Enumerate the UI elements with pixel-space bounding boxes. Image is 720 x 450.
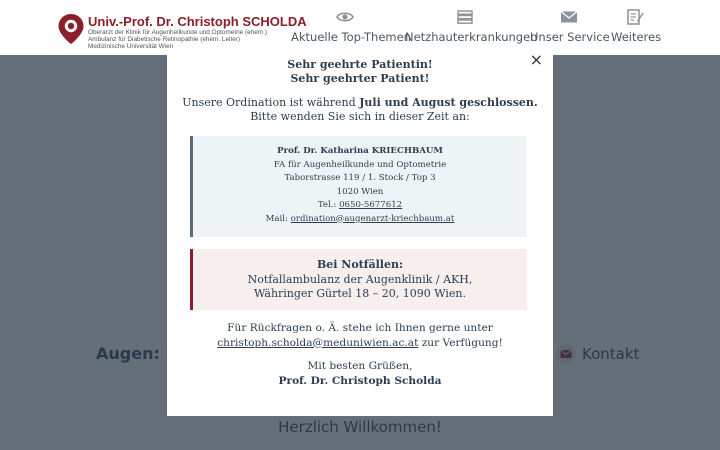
brand-subtitle-line: Medizinische Universität Wien — [88, 43, 174, 50]
nav-label: Netzhauterkrankungen — [405, 30, 538, 44]
eye-icon — [336, 8, 354, 26]
phone-label: Tel.: — [317, 200, 340, 210]
questions-suffix: zur Verfügung! — [418, 336, 503, 349]
greeting-line: Sehr geehrte Patientin! — [287, 58, 433, 71]
doctor-email — [193, 213, 527, 227]
closing-salutation: Mit besten Grüßen, — [307, 360, 413, 372]
doctor-name: Prof. Dr. Katharina KRIECHBAUM — [277, 146, 443, 156]
email-label: Mail: — [265, 213, 291, 224]
emergency-box — [190, 249, 527, 310]
nav-item-top-themen[interactable] — [291, 8, 411, 48]
brand-subtitle-line: Ambulanz für Diabetische Retinopathie (ehem. Leiter) — [88, 36, 241, 43]
scholda-email-link[interactable]: christoph.scholda@meduniwien.ac.at — [217, 336, 419, 349]
nav-item-netzhauterkrankungen[interactable] — [405, 8, 538, 48]
books-icon — [456, 8, 474, 26]
questions-line: Für Rückfragen o. Ä. stehe ich Ihnen gerne unter — [227, 322, 493, 334]
nav-label: Unser Service — [530, 30, 610, 44]
doctor-specialty: FA für Augenheilkunde und Optometrie — [273, 159, 447, 170]
questions-text — [167, 321, 553, 350]
brand-subtitle-line: Oberarzt der Klinik für Augenheilkunde und Optometrie (ehem.) — [88, 29, 268, 36]
envelope-icon — [560, 8, 578, 26]
emergency-line: Währinger Gürtel 18 – 20, 1090 Wien. — [254, 287, 466, 300]
closure-notice-text: Unsere Ordination ist während — [182, 96, 360, 109]
clipboard-edit-icon — [626, 8, 644, 26]
signature: Prof. Dr. Christoph Scholda — [278, 374, 442, 387]
nav-item-unser-service[interactable] — [530, 8, 608, 48]
substitute-doctor-box — [190, 136, 527, 237]
brand-title: Univ.-Prof. Dr. Christoph SCHOLDA — [88, 14, 307, 29]
notice-modal — [167, 50, 553, 416]
email-link[interactable]: ordination@augenarzt-kriechbaum.at — [290, 213, 455, 224]
nav-label: Weiteres — [611, 30, 662, 44]
map-pin-logo-icon[interactable] — [57, 13, 85, 45]
doctor-street: Taborstrasse 119 / 1. Stock / Top 3 — [284, 173, 436, 183]
phone-link[interactable]: 0650-5677612 — [339, 200, 403, 210]
greeting-line: Sehr geehrter Patient! — [290, 72, 430, 85]
emergency-line: Notfallambulanz der Augenklinik / AKH, — [247, 272, 473, 286]
site-header — [0, 0, 720, 55]
nav-item-weiteres[interactable] — [611, 8, 662, 48]
closure-instruction: Bitte wenden Sie sich in dieser Zeit an: — [250, 110, 470, 123]
closure-notice — [167, 96, 553, 124]
doctor-phone — [193, 199, 527, 213]
doctor-city: 1020 Wien — [336, 186, 384, 197]
closing-block — [167, 359, 553, 388]
nav-label: Aktuelle Top-Themen — [291, 30, 411, 44]
emergency-title: Bei Notfällen: — [316, 258, 404, 271]
brand-block[interactable] — [88, 14, 307, 50]
closure-period: Juli und August geschlossen. — [359, 96, 538, 109]
close-icon[interactable]: × — [529, 50, 543, 69]
